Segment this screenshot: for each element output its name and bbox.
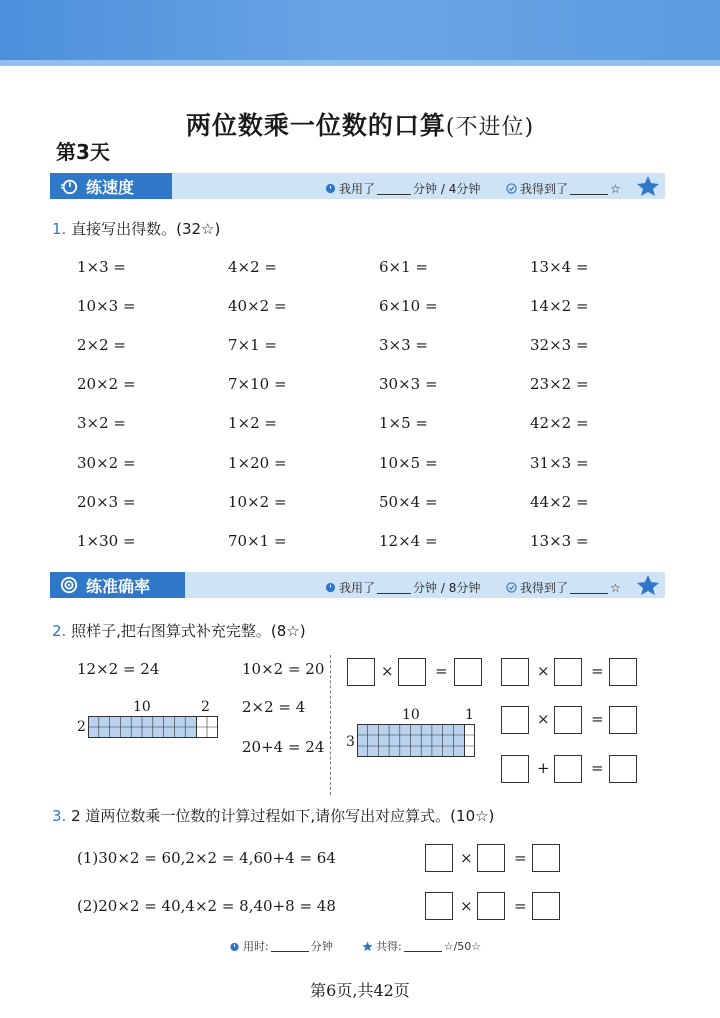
- q1-item: 12×4 =: [379, 532, 438, 550]
- time-blank[interactable]: [377, 581, 411, 594]
- example-equation: 20+4 = 24: [242, 738, 325, 756]
- q1-item: 4×2 =: [228, 258, 277, 276]
- q1-item: 13×4 =: [530, 258, 589, 276]
- answer-box[interactable]: [554, 755, 582, 783]
- score-blank[interactable]: [570, 581, 608, 594]
- q1-item: 40×2 =: [228, 297, 287, 315]
- times-sign: ×: [460, 849, 473, 867]
- star-badge-icon: [636, 574, 660, 596]
- footer-time-label: 用时:: [243, 940, 269, 953]
- check-icon: [506, 582, 517, 593]
- grid-side-label: 2: [77, 719, 86, 735]
- q1-item: 1×30 =: [77, 532, 136, 550]
- used-label: 我用了: [339, 182, 376, 196]
- answer-box[interactable]: [398, 658, 426, 686]
- q1-item: 6×10 =: [379, 297, 438, 315]
- equals-sign: =: [435, 662, 448, 680]
- q2-heading: [52, 620, 306, 641]
- grid-top-label: 2: [201, 699, 210, 715]
- example-equation: 10×2 = 20: [242, 660, 325, 678]
- q1-item: 1×20 =: [228, 454, 287, 472]
- times-sign: ×: [537, 710, 550, 728]
- q1-item: 10×2 =: [228, 493, 287, 511]
- footer-total-label: 共得:: [376, 940, 402, 953]
- q2-number: 2.: [52, 622, 67, 640]
- time-limit: 分钟 / 4分钟: [413, 182, 481, 196]
- q3-text: 2 道两位数乘一位数的计算过程如下,请你写出对应算式。(10☆): [71, 807, 495, 825]
- q1-item: 20×2 =: [77, 375, 136, 393]
- got-label: 我得到了: [520, 581, 569, 595]
- q1-item: 50×4 =: [379, 493, 438, 511]
- answer-box[interactable]: [501, 658, 529, 686]
- answer-box[interactable]: [477, 892, 505, 920]
- times-sign: ×: [460, 897, 473, 915]
- day-label: 第3天: [56, 140, 110, 164]
- star-badge-icon: [636, 175, 660, 197]
- target-icon: [60, 576, 78, 594]
- times-sign: ×: [537, 662, 550, 680]
- star-mark: ☆: [610, 181, 621, 196]
- divider-line: [330, 655, 331, 795]
- q1-number: 1.: [52, 220, 67, 238]
- title-main: 两位数乘一位数的口算: [185, 111, 446, 140]
- accuracy-section-label: 练准确率: [86, 576, 151, 596]
- clock-icon: [325, 183, 336, 194]
- equals-sign: =: [514, 897, 527, 915]
- footer-time: [229, 938, 333, 954]
- q1-item: 70×1 =: [228, 532, 287, 550]
- q1-item: 44×2 =: [530, 493, 589, 511]
- q3-number: 3.: [52, 807, 67, 825]
- answer-box[interactable]: [609, 755, 637, 783]
- footer-time-blank[interactable]: [271, 940, 309, 952]
- q1-item: 30×3 =: [379, 375, 438, 393]
- time-limit: 分钟 / 8分钟: [413, 581, 481, 595]
- q1-item: 30×2 =: [77, 454, 136, 472]
- got-label: 我得到了: [520, 182, 569, 196]
- q1-item: 3×3 =: [379, 336, 428, 354]
- check-icon: [506, 183, 517, 194]
- stopwatch-icon: [60, 177, 78, 195]
- answer-box[interactable]: [554, 706, 582, 734]
- answer-box[interactable]: [425, 844, 453, 872]
- alarm-clock-icon: [229, 941, 240, 952]
- answer-box[interactable]: [347, 658, 375, 686]
- q1-item: 1×3 =: [77, 258, 126, 276]
- answer-box[interactable]: [501, 755, 529, 783]
- q1-item: 10×3 =: [77, 297, 136, 315]
- q1-item: 20×3 =: [77, 493, 136, 511]
- plus-sign: +: [537, 759, 550, 777]
- header-banner: [0, 0, 720, 66]
- example-equation: 12×2 = 24: [77, 660, 160, 678]
- footer-score-max: ☆/50☆: [443, 939, 482, 953]
- q1-item: 31×3 =: [530, 454, 589, 472]
- equals-sign: =: [591, 759, 604, 777]
- accuracy-time-info: [325, 579, 480, 596]
- page-number: 第6页,共42页: [310, 981, 410, 1000]
- time-blank[interactable]: [377, 182, 411, 195]
- accuracy-score-info: [506, 579, 621, 596]
- footer-score: [362, 938, 481, 954]
- grid-side-label: 3: [346, 734, 355, 750]
- q1-item: 14×2 =: [530, 297, 589, 315]
- q1-text: 直接写出得数。(32☆): [71, 220, 221, 238]
- q1-item: 13×3 =: [530, 532, 589, 550]
- q1-item: 32×3 =: [530, 336, 589, 354]
- q1-item: 2×2 =: [77, 336, 126, 354]
- equals-sign: =: [591, 710, 604, 728]
- footer-score-blank[interactable]: [404, 940, 442, 952]
- title-sub: (不进位): [445, 115, 535, 140]
- speed-score-info: [506, 180, 621, 197]
- example-grid: [88, 716, 218, 738]
- answer-box[interactable]: [609, 706, 637, 734]
- answer-box[interactable]: [532, 892, 560, 920]
- q1-item: 3×2 =: [77, 414, 126, 432]
- answer-box[interactable]: [532, 844, 560, 872]
- grid-top-label: 10: [133, 699, 151, 715]
- used-label: 我用了: [339, 581, 376, 595]
- answer-box[interactable]: [425, 892, 453, 920]
- grid-top-label: 1: [465, 707, 474, 723]
- speed-section-label: 练速度: [86, 177, 135, 197]
- answer-box[interactable]: [501, 706, 529, 734]
- q1-item: 7×10 =: [228, 375, 287, 393]
- example-equation: 2×2 = 4: [242, 698, 306, 716]
- score-blank[interactable]: [570, 182, 608, 195]
- q1-item: 6×1 =: [379, 258, 428, 276]
- answer-box[interactable]: [609, 658, 637, 686]
- q1-item: 1×2 =: [228, 414, 277, 432]
- q3-item: (1)30×2 = 60,2×2 = 4,60+4 = 64: [77, 849, 336, 867]
- task-grid: [357, 724, 475, 757]
- q1-heading: [52, 218, 220, 239]
- q1-item: 7×1 =: [228, 336, 277, 354]
- star-mark: ☆: [610, 580, 621, 595]
- answer-box[interactable]: [477, 844, 505, 872]
- answer-box[interactable]: [454, 658, 482, 686]
- times-sign: ×: [381, 662, 394, 680]
- q1-item: 23×2 =: [530, 375, 589, 393]
- q1-item: 42×2 =: [530, 414, 589, 432]
- q1-item: 10×5 =: [379, 454, 438, 472]
- footer-min-label: 分钟: [310, 940, 333, 953]
- q3-heading: [52, 805, 494, 826]
- star-icon: [362, 941, 373, 952]
- grid-top-label: 10: [402, 707, 420, 723]
- speed-time-info: [325, 180, 480, 197]
- equals-sign: =: [591, 662, 604, 680]
- answer-box[interactable]: [554, 658, 582, 686]
- q3-item: (2)20×2 = 40,4×2 = 8,40+8 = 48: [77, 897, 336, 915]
- q2-text: 照样子,把右图算式补充完整。(8☆): [71, 622, 306, 640]
- q1-item: 1×5 =: [379, 414, 428, 432]
- accuracy-section-tag: [50, 572, 185, 598]
- speed-section-tag: [50, 173, 172, 199]
- clock-icon: [325, 582, 336, 593]
- equals-sign: =: [514, 849, 527, 867]
